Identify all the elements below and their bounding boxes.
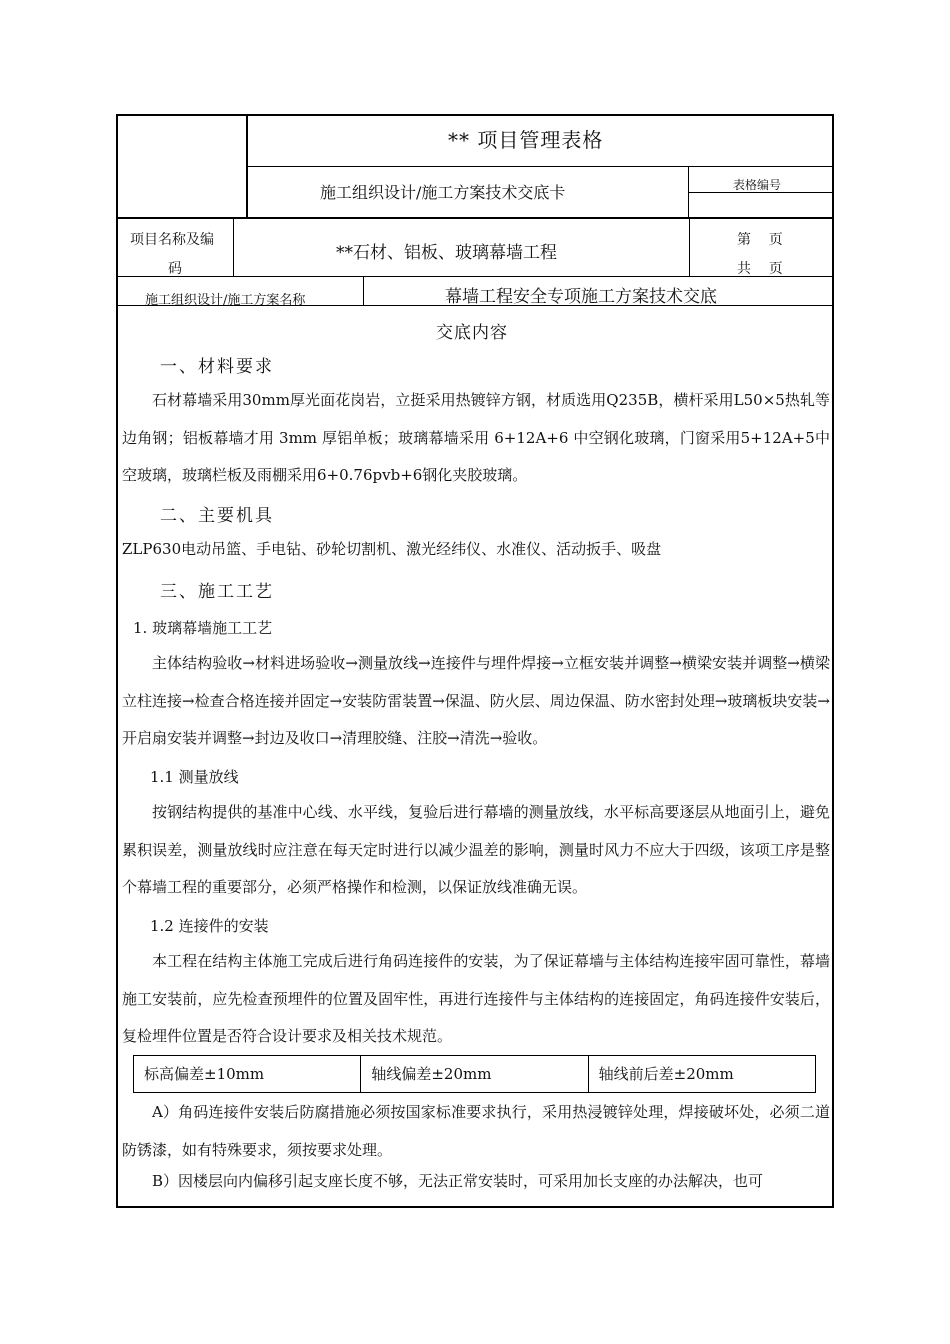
section-materials-text: 石材幕墙采用30mm厚光面花岗岩，立挺采用热镀锌方钢，材质选用Q235B，横杆采用L50×5热轧等边角钢；铝板幕墙才用 3mm 厚铝单板；玻璃幕墙采用 6+12A+6 中空钢化玻璃，门窗采用5+12A+5中空玻璃，玻璃栏板及雨棚采用6+0.76pvb+6钢化夹胶玻璃。 [122, 391, 830, 484]
subsection-survey-text: 按钢结构提供的基准中心线、水平线，复验后进行幕墙的测量放线，水平标高要逐层从地面引上，避免累积误差，测量放线时应注意在每天定时进行以减少温差的影响，测量时风力不应大于四级，该项工序是整个幕墙工程的重要部分，必须严格操作和检测，以保证放线准确无误。 [122, 803, 830, 896]
form-subtitle: 施工组织设计/施工方案技术交底卡 [320, 183, 566, 202]
section-process-title: 三、施工工艺 [160, 582, 274, 602]
divider [116, 217, 834, 219]
section-equipment-title: 二、主要机具 [160, 506, 274, 526]
section-materials-title: 一、材料要求 [160, 357, 274, 377]
note-b: B）因楼层向内偏移引起支座长度不够，无法正常安装时，可采用加长支座的办法解决，也可 [152, 1172, 764, 1190]
tolerance-axis: 轴线偏差±20mm [361, 1056, 588, 1092]
subsection-connector-title: 1.2 连接件的安装 [150, 917, 269, 935]
divider [116, 276, 834, 277]
project-name-label-cont: 码 [168, 261, 182, 277]
plan-name: 幕墙工程安全专项施工方案技术交底 [445, 287, 717, 307]
subsection-connector-text: 本工程在结构主体施工完成后进行角码连接件的安装，为了保证幕墙与主体结构连接牢固可靠性，幕墙施工安装前，应先检查预埋件的位置及固牢性，再进行连接件与主体结构的连接固定，角码连接件安装后，复检埋件位置是否符合设计要求及相关技术规范。 [122, 952, 830, 1045]
tolerance-table [133, 1055, 816, 1093]
project-name-label: 项目名称及编 [130, 232, 214, 248]
subsection-glass-text: 主体结构验收→材料进场验收→测量放线→连接件与埋件焊接→立框安装并调整→横梁安装并调整→横梁立柱连接→检查合格连接并固定→安装防雷装置→保温、防火层、周边保温、防水密封处理→玻璃板块安装→开启扇安装并调整→封边及收口→清理胶缝、注胶→清洗→验收。 [122, 654, 830, 747]
form-number-label: 表格编号 [733, 178, 782, 192]
divider [689, 218, 690, 277]
tolerance-axis-front-back: 轴线前后差±20mm [598, 1065, 734, 1083]
page-total-label: 共 页 [737, 261, 783, 277]
section-equipment-text: ZLP630电动吊篮、手电钻、砂轮切割机、激光经纬仪、水准仪、活动扳手、吸盘 [122, 540, 662, 558]
divider [233, 218, 234, 277]
content-heading: 交底内容 [436, 323, 508, 343]
project-name: **石材、铝板、玻璃幕墙工程 [336, 243, 557, 263]
form-title: ** 项目管理表格 [448, 128, 604, 152]
subsection-survey-title: 1.1 测量放线 [150, 768, 239, 786]
divider [363, 277, 364, 306]
divider [247, 166, 834, 167]
page-number-label: 第 页 [737, 232, 783, 248]
tolerance-elevation: 标高偏差±10mm [134, 1056, 361, 1092]
note-a: A）角码连接件安装后防腐措施必须按国家标准要求执行，采用热浸镀锌处理，焊接破坏处，必须二道防锈漆，如有特殊要求，须按要求处理。 [122, 1103, 830, 1159]
subsection-glass-title: 1. 玻璃幕墙施工工艺 [133, 619, 273, 637]
plan-name-label: 施工组织设计/施工方案名称 [145, 293, 306, 308]
